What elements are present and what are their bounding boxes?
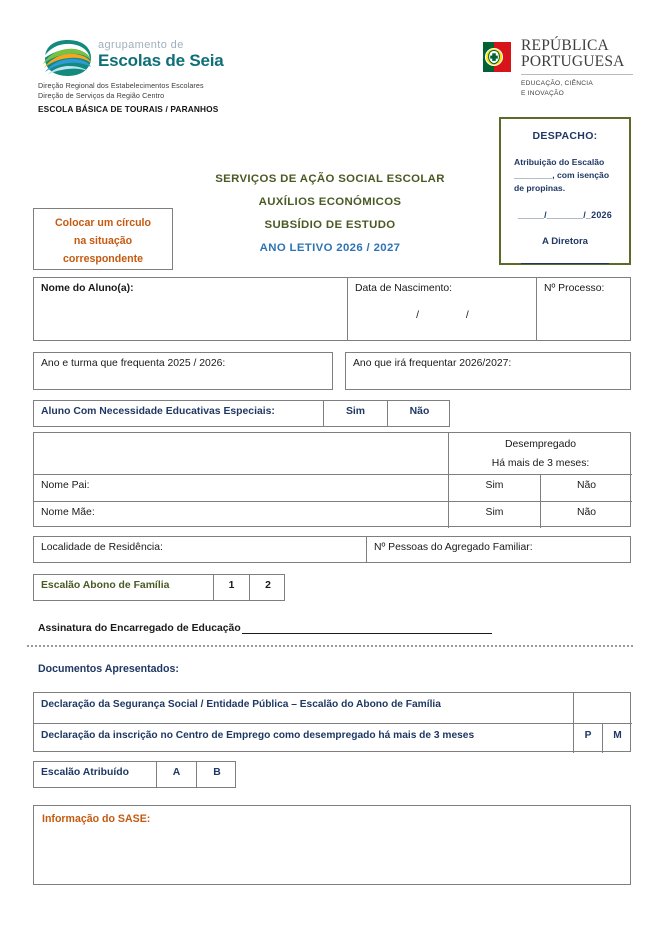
- republic-name-line1: REPÚBLICA: [521, 37, 609, 54]
- despacho-line-1: Atribuição do Escalão: [514, 157, 605, 167]
- father-unemployed-yes-label: Sim: [485, 480, 504, 491]
- despacho-date-field[interactable]: _____/_______/_2026: [518, 210, 612, 220]
- guardian-signature-input[interactable]: [242, 621, 492, 634]
- locality-label: Localidade de Residência:: [41, 542, 163, 553]
- table-row: [34, 474, 632, 501]
- guardian-signature-row: [38, 621, 598, 634]
- school-name: ESCOLA BÁSICA DE TOURAIS / PARANHOS: [38, 104, 219, 114]
- family-allowance-option-1-label: 1: [228, 580, 235, 591]
- mother-name-field[interactable]: [34, 502, 449, 528]
- assigned-bracket-option-b[interactable]: [197, 762, 237, 787]
- document-2-label-cell: [34, 724, 574, 753]
- unemployed-header-line-2: Há mais de 3 meses:: [491, 458, 590, 469]
- sase-information-box[interactable]: [33, 805, 631, 885]
- birth-date-label: Data de Nascimento:: [355, 283, 453, 294]
- table-row: [34, 693, 632, 723]
- instruction-box: [33, 208, 173, 270]
- birth-date-value: / /: [416, 310, 491, 321]
- despacho-line-2: ________, com isenção: [514, 170, 610, 180]
- document-header: [0, 0, 661, 118]
- current-year-label: Ano e turma que frequenta 2025 / 2026:: [41, 358, 226, 369]
- despacho-director-label: A Diretora: [541, 236, 589, 247]
- family-allowance-label: Escalão Abono de Família: [41, 580, 170, 591]
- table-row: [34, 723, 632, 753]
- document-1-label-cell: [34, 693, 574, 723]
- form-title-line-2: AUXÍLIOS ECONÓMICOS: [258, 196, 402, 208]
- parents-header-blank: [34, 433, 449, 474]
- father-name-field[interactable]: [34, 475, 449, 501]
- document-1-label: Declaração da Segurança Social / Entidade Pública – Escalão do Abono de Família: [41, 699, 441, 710]
- special-needs-yes-label: Sim: [345, 406, 366, 417]
- school-wordmark-top: agrupamento de: [98, 39, 184, 51]
- unemployed-header-line-1: Desempregado: [504, 439, 577, 450]
- father-unemployed-yes-option[interactable]: [449, 475, 541, 501]
- special-needs-row: [33, 400, 450, 427]
- document-1-check-cell[interactable]: [574, 693, 632, 723]
- mother-unemployed-yes-option[interactable]: [449, 502, 541, 528]
- household-size-label: Nº Pessoas do Agregado Familiar:: [374, 542, 533, 553]
- form-title: [150, 168, 510, 260]
- birth-date-field[interactable]: [348, 278, 537, 340]
- special-needs-label-cell: [34, 401, 324, 426]
- documents-table: [33, 692, 631, 752]
- despacho-signature-line[interactable]: [521, 263, 609, 264]
- republic-ministry-line2: E INOVAÇÃO: [521, 89, 565, 97]
- escolas-de-seia-wave-logo-icon: [38, 38, 94, 78]
- sase-label: Informação do SASE:: [42, 813, 151, 825]
- document-2-mother-cell[interactable]: [603, 724, 632, 753]
- household-size-field[interactable]: [367, 537, 632, 562]
- despacho-line-3: de propinas.: [514, 183, 566, 193]
- form-title-line-1: SERVIÇOS DE AÇÃO SOCIAL ESCOLAR: [215, 173, 445, 185]
- school-wordmark: [98, 39, 288, 79]
- mother-name-label: Nome Mãe:: [41, 507, 95, 518]
- instruction-line-2: na situação: [73, 235, 133, 247]
- school-wordmark-main: Escolas de Seia: [98, 51, 224, 70]
- assigned-bracket-option-a[interactable]: [157, 762, 197, 787]
- school-identity-block: [38, 38, 288, 113]
- family-allowance-option-2-label: 2: [265, 580, 271, 591]
- school-subtitle-1: Direção Regional dos Estabelecimentos Escolares: [38, 81, 204, 90]
- document-2-label: Declaração da inscrição no Centro de Emprego como desempregado há mais de 3 meses: [41, 730, 475, 741]
- republic-name-line2: PORTUGUESA: [521, 53, 625, 70]
- cut-separator: [27, 645, 633, 648]
- student-info-row: [33, 277, 631, 341]
- instruction-line-1: Colocar um círculo: [55, 217, 151, 229]
- school-subtitle-2: Direção de Serviços da Região Centro: [38, 91, 165, 100]
- current-year-field[interactable]: [33, 352, 333, 390]
- republic-name: [521, 38, 646, 70]
- assigned-bracket-option-a-label: A: [172, 767, 181, 778]
- assigned-bracket-label-cell: [34, 762, 157, 787]
- family-allowance-row: [33, 574, 285, 601]
- special-needs-label: Aluno Com Necessidade Educativas Especiais:: [41, 406, 275, 417]
- assigned-bracket-row: [33, 761, 236, 788]
- family-allowance-option-1[interactable]: [214, 575, 250, 600]
- instruction-line-3: correspondente: [62, 253, 144, 265]
- residence-row: [33, 536, 631, 563]
- form-title-line-3: SUBSÍDIO DE ESTUDO: [264, 219, 396, 231]
- assigned-bracket-label: Escalão Atribuído: [41, 767, 129, 778]
- family-allowance-label-cell: [34, 575, 214, 600]
- family-allowance-option-2[interactable]: [250, 575, 286, 600]
- parents-table: [33, 432, 631, 527]
- portugal-shield-icon: [481, 40, 513, 74]
- despacho-title: DESPACHO:: [532, 130, 598, 142]
- locality-field[interactable]: [34, 537, 367, 562]
- student-name-field[interactable]: [34, 278, 348, 340]
- father-unemployed-no-option[interactable]: [541, 475, 632, 501]
- document-2-father-label: P: [584, 730, 592, 741]
- mother-unemployed-no-option[interactable]: [541, 502, 632, 528]
- mother-unemployed-yes-label: Sim: [485, 507, 504, 518]
- student-name-label: Nome do Aluno(a):: [41, 283, 134, 294]
- next-year-field[interactable]: [345, 352, 631, 390]
- republic-divider: [521, 74, 633, 75]
- special-needs-no-option[interactable]: [388, 401, 451, 426]
- document-2-mother-label: M: [613, 730, 622, 741]
- table-row: [34, 501, 632, 528]
- next-year-label: Ano que irá frequentar 2026/2027:: [353, 358, 512, 369]
- special-needs-yes-option[interactable]: [324, 401, 388, 426]
- father-name-label: Nome Pai:: [41, 480, 90, 491]
- despacho-box: [499, 117, 631, 265]
- unemployed-header: [449, 433, 632, 474]
- mother-unemployed-no-label: Não: [576, 507, 597, 518]
- republic-ministry: [521, 79, 651, 98]
- republic-ministry-line1: EDUCAÇÃO, CIÊNCIA: [521, 80, 594, 87]
- guardian-signature-label: Assinatura do Encarregado de Educação: [38, 623, 241, 634]
- republic-identity-block: [481, 38, 641, 108]
- assigned-bracket-option-b-label: B: [213, 767, 221, 778]
- process-number-field[interactable]: [537, 278, 632, 340]
- form-title-school-year: ANO LETIVO 2026 / 2027: [259, 242, 401, 254]
- father-unemployed-no-label: Não: [576, 480, 597, 491]
- document-2-father-cell[interactable]: [574, 724, 603, 753]
- process-number-label: Nº Processo:: [544, 283, 605, 294]
- documents-heading: Documentos Apresentados:: [38, 663, 179, 675]
- special-needs-no-label: Não: [409, 406, 430, 417]
